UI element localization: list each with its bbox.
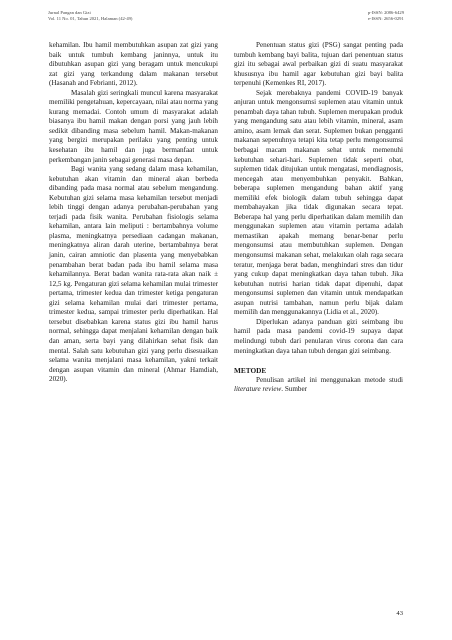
paragraph: Penentuan status gizi (PSG) sangat penting pada tumbuh kembang bayi balita, tujuan dari penentuan status gizi itu sebagai awal perbaikan gizi di suatu masyarakat khususnya ibu hamil agar kebutuhan gizi bayi balita terpenuhi (Kemenkes RI, 2017). — [234, 41, 403, 88]
issn-online: e-ISSN: 2656-0291 — [367, 16, 404, 21]
left-column — [49, 41, 218, 385]
paragraph: Diperlukan adanya panduan gizi seimbang ibu hamil pada masa pandemi covid-19 supaya dapat melindungi tubuh dari penularan virus corona dan cara meningkatkan daya tahan tubuh dengan gizi seimbang. — [234, 317, 403, 355]
right-column — [234, 41, 403, 395]
italic-term: literature review — [234, 385, 282, 394]
page-header — [48, 10, 404, 32]
paragraph: Sejak merebaknya pandemi COVID-19 banyak anjuran untuk mengonsumsi suplemen atau vitamin untuk penambah daya tahan tubuh. Suplemen merupakan produk yang mengandung satu atau lebih vitamin, mineral, asam amino, asam lemak dan serat. Suplemen bukan pengganti makanan sepenuhnya tetapi kita tetap perlu mengonsumsi berbagai macam makanan sehat untuk memenuhi kebutuhan sehari-hari. Suplemen tidak seperti obat, suplemen tidak ditujukan untuk mengatasi, mendiagnosis, mencegah atau menyembuhkan penyakit. Bahkan, beberapa suplemen mengandung bahan aktif yang memiliki efek biologik dalam tubuh sehingga dapat membahayakan jika tidak digunakan secara tepat. Beberapa hal yang perlu diperhatikan dalam memilih dan menggunakan suplemen atau vitamin pertama adalah memastikan apakah memang benar-benar perlu mengonsumsi atau membutuhkan suplemen. Dengan mengonsumsi makanan sehat, melakukan olah raga secara teratur, menjaga berat badan, menghindari stres dan tidur yang cukup dapat meningkatkan daya tahan tubuh. Jika kebutuhan nutrisi harian tidak dapat dipenuhi, dapat mengonsumsi suplemen dan vitamin untuk mendapatkan asupan nutrisi tambahan, namun perlu bijak dalam memilih dan menggunakannya (Lidia et al., 2020). — [234, 88, 403, 317]
text-span: Penulisan artikel ini menggunakan metode studi — [256, 375, 403, 384]
journal-volume: Vol. 11 No. 01, Tahun 2021, Halaman (42-49) — [48, 16, 133, 21]
journal-name: Jurnal Pangan dan Gizi — [48, 10, 91, 15]
paragraph — [234, 376, 403, 395]
page-number: 43 — [396, 610, 403, 617]
paragraph: kehamilan. Ibu hamil membutuhkan asupan zat gizi yang baik untuk tumbuh kembang janinnya, untuk itu dibutuhkan asupan gizi yang beragam untuk mencukupi zat gizi yang terkandung dalam makanan tersebut (Hasanah and Febrianti, 2012). — [49, 41, 218, 88]
issn-info — [368, 10, 404, 22]
paragraph: Masalah gizi seringkali muncul karena masyarakat memiliki pengetahuan, kepercayaan, nilai atau norma yang kurang memadai. Contoh umum di masyarakat adalah biasanya ibu hamil makan dengan porsi yang jauh lebih sedikit dibanding masa sebelum hamil. Makan-makanan yang bergizi merupakan perilaku yang penting untuk kesehatan ibu hamil dan juga bermanfaat untuk perkembangan janin sebagai generasi masa depan. — [49, 88, 218, 164]
issn-print: p-ISSN: 2086-6429 — [367, 10, 404, 15]
section-heading: METODE — [234, 366, 267, 376]
text-span: . Sumber — [281, 385, 308, 394]
journal-info — [48, 10, 132, 22]
paragraph: Bagi wanita yang sedang dalam masa kehamilan, kebutuhan akan vitamin dan mineral akan berbeda dibanding pada masa normal atau sebelum mengandung. Kebutuhan gizi selama masa kehamilan tersebut menjadi lebih tinggi dengan adanya perubahan-perubahan yang terjadi pada fisik wanita. Perubahan fisiologis selama kehamilan, antara lain meliputi : bertambahnya volume plasma, meningkatnya persediaan cadangan makanan, meningkatnya aliran darah uterine, bertambahnya berat janin, cairan amniotic dan plasenta yang menyebabkan penambahan berat badan pada ibu hamil selama masa kehamilannya. Berat badan wanita rata-rata akan naik ± 12,5 kg. Pengaturan gizi selama kehamilan mulai trimester pertama, trimester kedua dan trimester ketiga pengaturan gizi selama kehamilan mulai dari trimester pertama, trimester kedua, sampai trimester perlu diperhatikan. Hal tersebut disebabkan karena status gizi ibu hamil harus normal, sehingga dapat menjalani kehamilan dengan baik dan aman, serta bayi yang dilahirkan sehat fisik dan mental. Salah satu kebutuhan gizi yang perlu disesuaikan selama wanita menjalani masa kehamilan, yakni terkait dengan asupan vitamin dan mineral (Ahmar Hamdiah, 2020). — [49, 165, 218, 384]
